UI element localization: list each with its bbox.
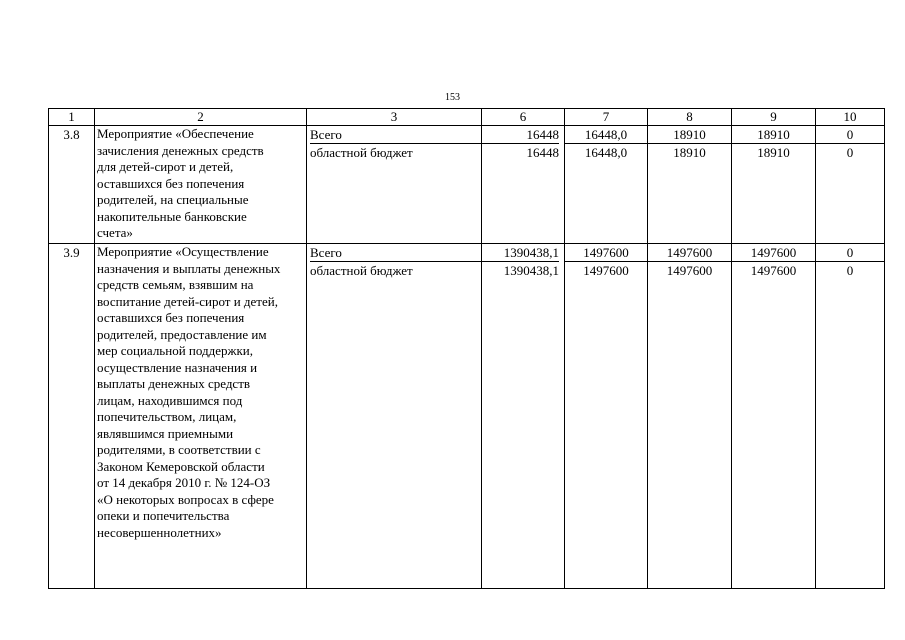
measure-description: Мероприятие «Осуществление назначения и выплаты денежных средств семьям, взявшим на воспитание детей-сирот и детей, оставшихся без попечения родителей, предоставление им мер социальной поддержки, осуществление назначения и выплаты денежных средств лицам, находившимся под попечительством, лицам, являвшимся приемными родителями, в соответствии с Законом Кемеровской области от 14 декабря 2010 г. № 124-ОЗ «О некоторых вопросах в сфере опеки и попечительства несовершеннолетних» — [95, 244, 307, 589]
column-header: 9 — [732, 109, 816, 126]
header-row — [49, 109, 885, 126]
measure-description: Мероприятие «Обеспечение зачисления денежных средств для детей-сирот и детей, оставшихся без попечения родителей, на специальные накопительные банковские счета» — [95, 126, 307, 244]
value-col-7: 1497600 1497600 — [565, 244, 648, 589]
value-col-8: 18910 18910 — [648, 126, 732, 244]
value-col-7: 16448,0 16448,0 — [565, 126, 648, 244]
table-row — [49, 126, 885, 244]
value-col-9: 1497600 1497600 — [732, 244, 816, 589]
funding-source: Всего областной бюджет — [307, 244, 482, 589]
column-header: 10 — [816, 109, 885, 126]
value-col-6: 16448 16448 — [482, 126, 565, 244]
column-header: 6 — [482, 109, 565, 126]
budget-table — [48, 108, 885, 589]
column-header: 7 — [565, 109, 648, 126]
column-header: 2 — [95, 109, 307, 126]
page-number: 153 — [445, 92, 460, 103]
funding-source: Всего областной бюджет — [307, 126, 482, 244]
value-col-9: 18910 18910 — [732, 126, 816, 244]
value-col-8: 1497600 1497600 — [648, 244, 732, 589]
column-header: 1 — [49, 109, 95, 126]
row-number: 3.9 — [49, 244, 95, 589]
row-number: 3.8 — [49, 126, 95, 244]
value-col-10: 0 0 — [816, 244, 885, 589]
table-row — [49, 244, 885, 589]
column-header: 3 — [307, 109, 482, 126]
value-col-6: 1390438,1 1390438,1 — [482, 244, 565, 589]
value-col-10: 0 0 — [816, 126, 885, 244]
column-header: 8 — [648, 109, 732, 126]
